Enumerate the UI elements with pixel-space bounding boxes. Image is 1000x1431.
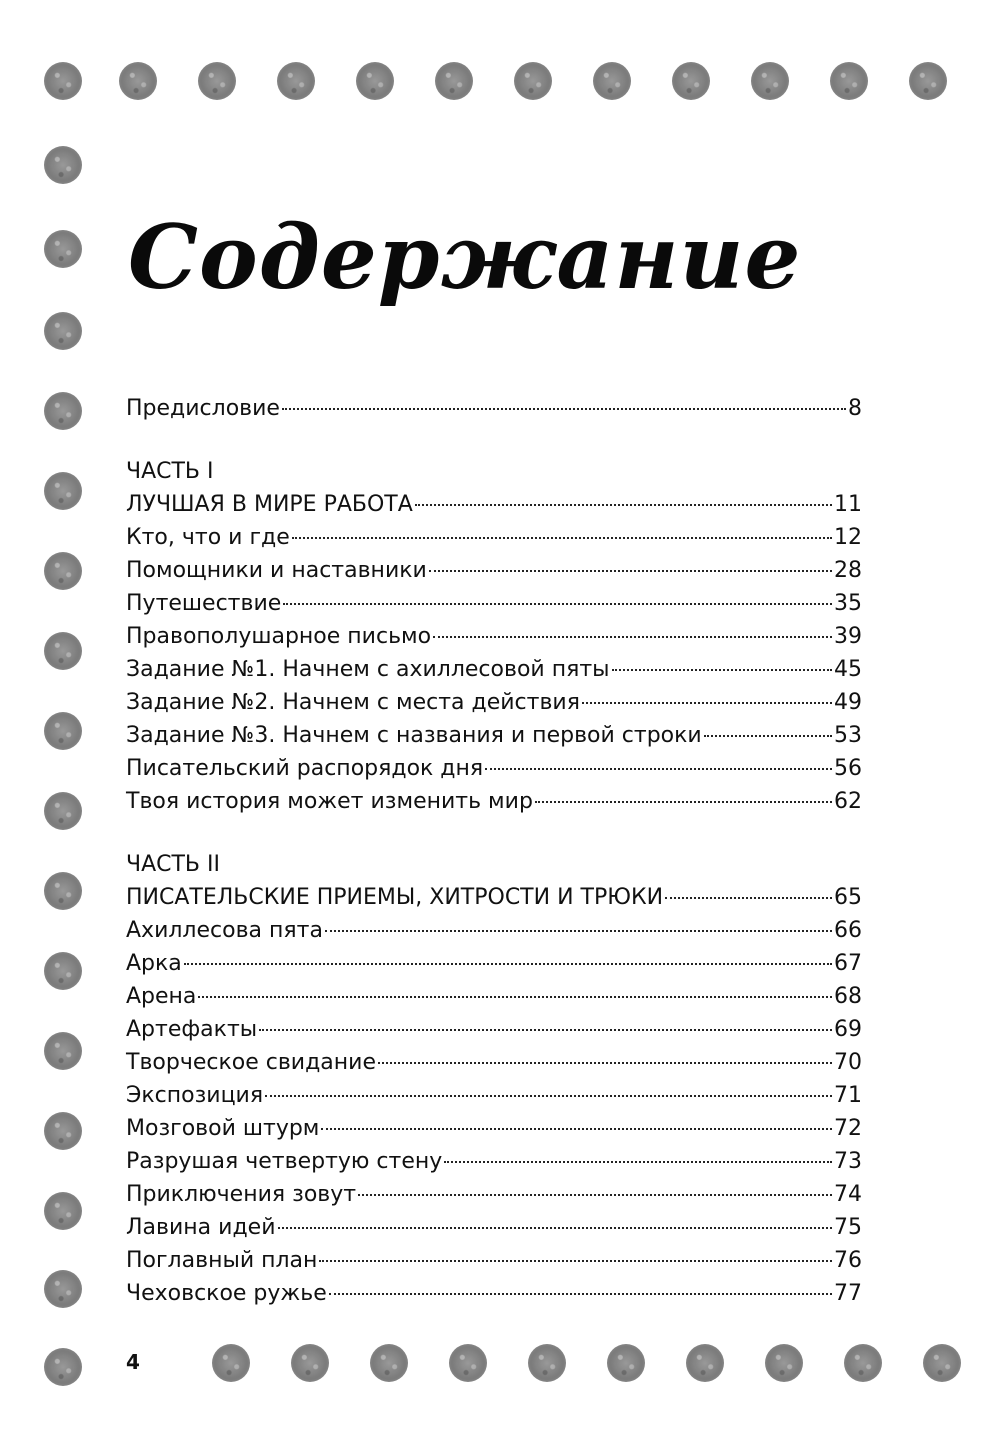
toc-entry-page: 68 — [834, 984, 862, 1009]
decorative-dot — [44, 1348, 82, 1386]
dot-leader — [433, 636, 832, 638]
toc-entry-label: Задание №3. Начнем с названия и первой строки — [126, 723, 702, 748]
toc-entry-label: Лавина идей — [126, 1215, 276, 1240]
decorative-dot — [44, 712, 82, 750]
dot-leader — [329, 1293, 832, 1295]
dot-leader — [319, 1260, 832, 1262]
decorative-dot — [44, 230, 82, 268]
toc-entry[interactable] — [126, 587, 862, 620]
toc-entry-label: Арена — [126, 984, 197, 1009]
toc-entry-label: Правополушарное письмо — [126, 624, 432, 649]
decorative-dot — [607, 1344, 645, 1382]
toc-entry[interactable] — [126, 1145, 862, 1178]
decorative-dot — [356, 62, 394, 100]
dot-leader — [582, 702, 832, 704]
toc-entry-label: Предисловие — [126, 396, 280, 421]
decorative-dot — [751, 62, 789, 100]
toc-entry-label: Ахиллесова пята — [126, 918, 323, 943]
toc-entry-page: 35 — [834, 591, 862, 616]
toc-entry-page: 72 — [834, 1116, 862, 1141]
toc-entry[interactable] — [126, 719, 862, 752]
toc-entry[interactable] — [126, 914, 862, 947]
toc-entry-label: Артефакты — [126, 1017, 258, 1042]
decorative-dot — [909, 62, 947, 100]
decorative-dot — [291, 1344, 329, 1382]
toc-entry-page: 73 — [834, 1149, 862, 1174]
section-gap — [126, 425, 862, 455]
decorative-dot — [672, 62, 710, 100]
decorative-dot — [44, 472, 82, 510]
toc-entry-label: Твоя история может изменить мир — [126, 789, 533, 814]
toc-entry[interactable] — [126, 1013, 862, 1046]
dot-leader — [198, 996, 832, 998]
dot-leader — [321, 1128, 832, 1130]
section-gap — [126, 818, 862, 848]
decorative-dot — [44, 312, 82, 350]
decorative-dot — [830, 62, 868, 100]
toc-entry[interactable] — [126, 785, 862, 818]
decorative-dot — [435, 62, 473, 100]
decorative-dot — [44, 1032, 82, 1070]
toc-entry-page: 28 — [834, 558, 862, 583]
part-label: ЧАСТЬ I — [126, 459, 214, 484]
page-title: Содержание — [128, 205, 802, 309]
toc-entry-page: 75 — [834, 1215, 862, 1240]
toc-entry-label: Чеховское ружье — [126, 1281, 327, 1306]
toc-entry-page: 74 — [834, 1182, 862, 1207]
toc-entry-page: 12 — [834, 525, 862, 550]
toc-entry-label: Приключения зовут — [126, 1182, 357, 1207]
part-label: ЧАСТЬ II — [126, 852, 220, 877]
toc-entry-page: 49 — [834, 690, 862, 715]
decorative-dot — [528, 1344, 566, 1382]
toc-entry-label: Кто, что и где — [126, 525, 290, 550]
toc-entry[interactable] — [126, 1244, 862, 1277]
dot-leader — [378, 1062, 832, 1064]
toc-entry-page: 45 — [834, 657, 862, 682]
toc-entry-page: 70 — [834, 1050, 862, 1075]
decorative-dot — [119, 62, 157, 100]
page-number: 4 — [126, 1350, 140, 1374]
dot-leader — [358, 1194, 832, 1196]
decorative-dot — [44, 62, 82, 100]
toc-entry-page: 53 — [834, 723, 862, 748]
decorative-dot — [44, 792, 82, 830]
dot-leader — [444, 1161, 832, 1163]
dot-leader — [292, 537, 832, 539]
decorative-dot — [44, 952, 82, 990]
toc-entry-page: 69 — [834, 1017, 862, 1042]
dot-leader — [535, 801, 832, 803]
toc-entry-label: Помощники и наставники — [126, 558, 427, 583]
toc-entry[interactable] — [126, 554, 862, 587]
toc-entry-label: Путешествие — [126, 591, 282, 616]
toc-entry-label: Мозговой штурм — [126, 1116, 320, 1141]
toc-entry-page: 39 — [834, 624, 862, 649]
toc-entry[interactable] — [126, 1079, 862, 1112]
decorative-dot — [44, 552, 82, 590]
decorative-dot — [449, 1344, 487, 1382]
dot-leader — [665, 897, 832, 899]
decorative-dot — [198, 62, 236, 100]
decorative-dot — [44, 1270, 82, 1308]
toc-entry[interactable] — [126, 1277, 862, 1310]
toc-entry-label: Писательский распорядок дня — [126, 756, 484, 781]
toc-entry[interactable] — [126, 1211, 862, 1244]
dot-leader — [282, 408, 846, 410]
toc-entry-preface[interactable] — [126, 392, 862, 425]
toc-entry-label: Экспозиция — [126, 1083, 264, 1108]
toc-entry[interactable] — [126, 1112, 862, 1145]
toc-entry[interactable] — [126, 653, 862, 686]
toc-entry-page: 65 — [834, 885, 862, 910]
toc-entry-label: Арка — [126, 951, 182, 976]
dot-leader — [325, 930, 832, 932]
dot-leader — [259, 1029, 832, 1031]
toc-entry-page: 8 — [848, 396, 862, 421]
toc-entry-page: 11 — [834, 492, 862, 517]
toc-entry[interactable] — [126, 620, 862, 653]
dot-leader — [485, 768, 832, 770]
decorative-dot — [593, 62, 631, 100]
decorative-dot — [686, 1344, 724, 1382]
toc-entry[interactable] — [126, 980, 862, 1013]
toc-entry[interactable] — [126, 947, 862, 980]
dot-leader — [415, 504, 832, 506]
toc-entry-page: 76 — [834, 1248, 862, 1273]
toc-entry-page: 67 — [834, 951, 862, 976]
toc-entry-page: 62 — [834, 789, 862, 814]
toc-entry-label: Задание №2. Начнем с места действия — [126, 690, 580, 715]
toc-entry[interactable] — [126, 752, 862, 785]
dot-leader — [612, 669, 832, 671]
toc-entry-page: 56 — [834, 756, 862, 781]
decorative-dot — [923, 1344, 961, 1382]
decorative-dot — [370, 1344, 408, 1382]
decorative-dot — [844, 1344, 882, 1382]
decorative-dot — [44, 872, 82, 910]
decorative-dot — [44, 392, 82, 430]
toc-entry-label: ЛУЧШАЯ В МИРЕ РАБОТА — [126, 492, 413, 517]
dot-leader — [429, 570, 832, 572]
decorative-dot — [212, 1344, 250, 1382]
toc-entry[interactable] — [126, 1178, 862, 1211]
toc-entry[interactable] — [126, 521, 862, 554]
toc-entry-label: ПИСАТЕЛЬСКИЕ ПРИЕМЫ, ХИТРОСТИ И ТРЮКИ — [126, 885, 664, 910]
toc-entry-label: Поглавный план — [126, 1248, 318, 1273]
toc-entry[interactable] — [126, 686, 862, 719]
decorative-dot — [44, 1192, 82, 1230]
toc-entry-page: 77 — [834, 1281, 862, 1306]
dot-leader — [265, 1095, 832, 1097]
dot-leader — [704, 735, 832, 737]
toc-entry[interactable] — [126, 1046, 862, 1079]
toc-entry-label: Задание №1. Начнем с ахиллесовой пяты — [126, 657, 610, 682]
dot-leader — [278, 1227, 833, 1229]
decorative-dot — [765, 1344, 803, 1382]
decorative-dot — [277, 62, 315, 100]
dot-leader — [184, 963, 832, 965]
part-heading[interactable] — [126, 488, 862, 521]
toc-entry-page: 71 — [834, 1083, 862, 1108]
table-of-contents — [126, 392, 862, 1310]
decorative-dot — [44, 632, 82, 670]
part-heading[interactable] — [126, 881, 862, 914]
decorative-dot — [44, 146, 82, 184]
decorative-dot — [514, 62, 552, 100]
dot-leader — [283, 603, 832, 605]
toc-entry-label: Творческое свидание — [126, 1050, 377, 1075]
decorative-dot — [44, 1112, 82, 1150]
toc-entry-page: 66 — [834, 918, 862, 943]
toc-entry-label: Разрушая четвертую стену — [126, 1149, 443, 1174]
